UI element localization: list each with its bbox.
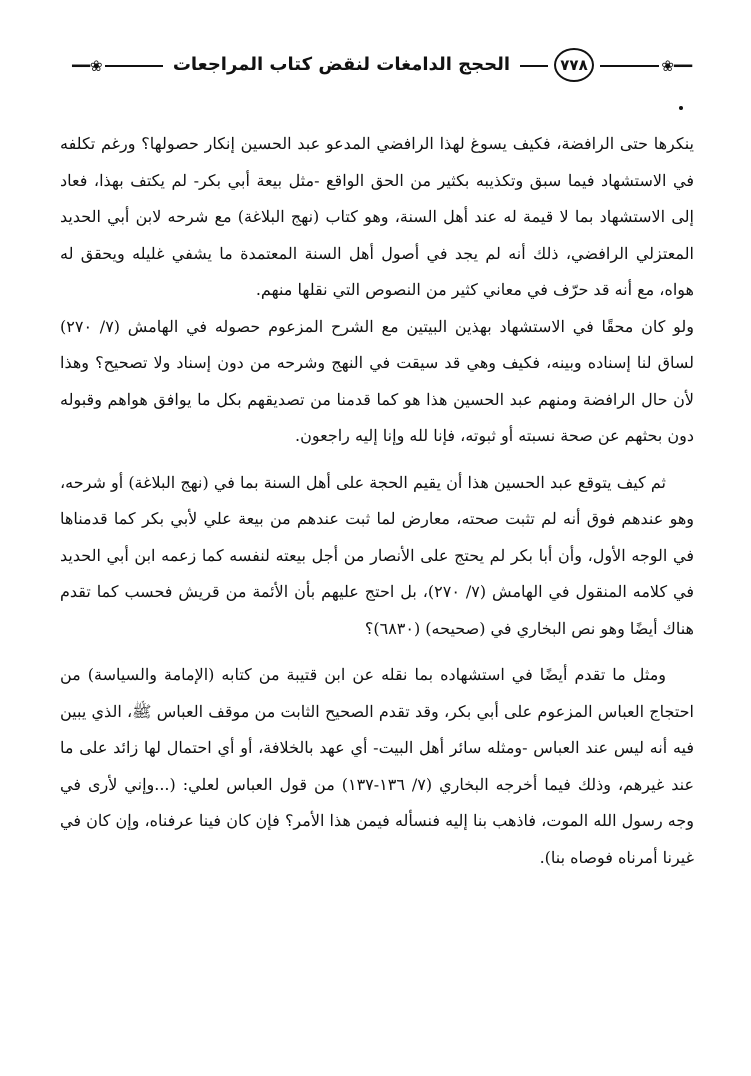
page-number-wrap <box>548 48 600 82</box>
header-ornament-right: ━━❀ <box>661 57 692 75</box>
page-body <box>60 126 694 876</box>
paragraph-1: ينكرها حتى الرافضة، فكيف يسوغ لهذا الرافضي المدعو عبد الحسين إنكار حصولها؟ ورغم تكلفه في الاستشهاد فيما سبق وتكذيبه بكثير من الحق الواقع -مثل بيعة أبي بكر- لم يكتف بهذا، فعاد إلى الاستشهاد بما لا قيمة له عند أهل السنة، وهو كتاب (نهج البلاغة) مع شرحه لابن أبي الحديد المعتزلي الرافضي، ذلك أنه لم يجد في أصول أهل السنة المعتمدة ما يشفي غليله ويحقق له هواه، مع أنه قد حرّف في معاني كثير من النصوص التي نقلها منهم. <box>60 134 694 299</box>
header-ornament-left: ❀━━ <box>72 57 103 75</box>
paragraph-3: ثم كيف يتوقع عبد الحسين هذا أن يقيم الحجة على أهل السنة بما في (نهج البلاغة) أو شرحه، وهو عندهم فوق أنه لم تثبت صحته، معارض لما ثبت عندهم من بيعة علي لأبي بكر كما قدمناها في الوجه الأول، وأن أبا بكر لم يحتج على الأنصار من أجل بيعته لنفسه كما زعمه ابن أبي الحديد في كلامه المنقول في الهامش (٧/ ٢٧٠)، بل احتج عليهم بأن الأئمة من قريش فحسب كما تقدم هناك أيضًا وهو نص البخاري في (صحيحه) (٦٨٣٠)؟ <box>60 472 695 638</box>
book-title: الحجج الدامغات لنقض كتاب المراجعات <box>163 52 520 78</box>
page-number: ٧٧٨ <box>554 48 594 82</box>
paragraph-2: ولو كان محقًا في الاستشهاد بهذين البيتين مع الشرح المزعوم حصوله في الهامش (٧/ ٢٧٠) لساق لنا إسناده وبينه، فكيف وهي قد سيقت في النهج وشرحه من دون إسناد ولا تصحيح؟ وهذا لأن حال الرافضة ومنهم عبد الحسين هذا هو كما قدمنا من تصديقهم بكل ما يوافق هواهم وقبوله دون بحثهم عن صحة نسبته أو ثبوته، فإنا لله وإنا إليه راجعون. <box>60 316 694 445</box>
paragraph-4: ومثل ما تقدم أيضًا في استشهاده بما نقله عن ابن قتيبة من كتابه (الإمامة والسياسة) من احتجاج العباس المزعوم على أبي بكر، وقد تقدم الصحيح الثابت من موقف العباس ﷺ، الذي يبين فيه أنه ليس عند العباس -ومثله سائر أهل البيت- أي عهد بالخلافة، أو أي احتمال لها زائد على ما عند غيرهم، وذلك فيما أخرجه البخاري (٧/ ١٣٦-١٣٧) من قول العباس لعلي: (...وإني لأرى في وجه رسول الله الموت، فاذهب بنا إليه فنسأله فيمن هذا الأمر؟ فإن كان فينا عرفناه، وإن كان في غيرنا أمرناه فوصاه بنا). <box>60 665 694 867</box>
running-header <box>74 44 690 88</box>
header-dot <box>679 106 683 110</box>
